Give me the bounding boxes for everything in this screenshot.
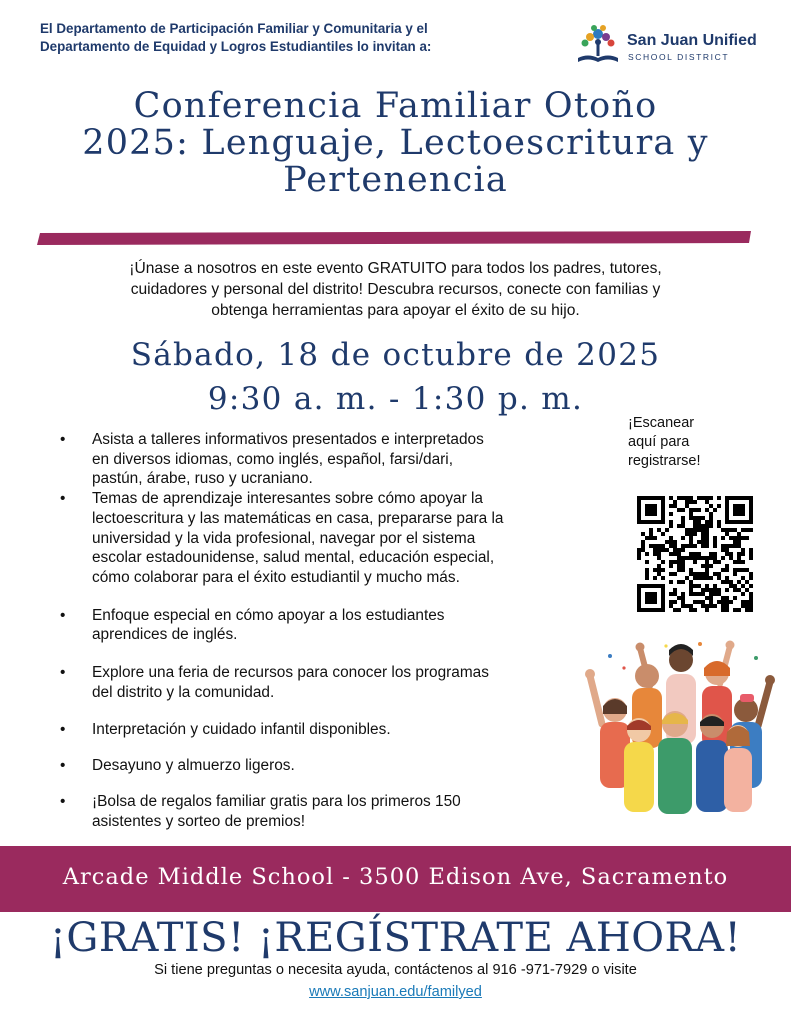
list-line: universidad y la vida profesional, navegar por el sistema [92, 529, 476, 547]
scan-line: aquí para [628, 434, 690, 450]
list-line: • Explore una feria de recursos para conocer los programas [92, 664, 489, 682]
tree-book-icon [572, 22, 624, 66]
list-line: cómo colaborar para el éxito estudiantil y mucho más. [92, 568, 460, 586]
list-line: del distrito y la comunidad. [92, 683, 275, 701]
location-text: Arcade Middle School - 3500 Edison Ave, Sacramento [62, 864, 729, 890]
list-line: pastún, árabe, ruso y ucraniano. [92, 470, 313, 488]
list-item [58, 720, 578, 740]
invite-line: ¡Únase a nosotros en este evento GRATUITO para todos los padres, tutores, [129, 260, 662, 277]
list-line: • Enfoque especial en cómo apoyar a los estudiantes [92, 606, 445, 624]
scan-instructions [628, 414, 758, 471]
list-line: escolar estadounidense, salud mental, educación especial, [92, 549, 495, 567]
list-item [58, 756, 578, 776]
invite-line: obtenga herramientas para apoyar el éxito de su hijo. [211, 302, 580, 319]
title-line: 2025: Lenguaje, Lectoescritura y [82, 123, 709, 163]
district-logo [572, 22, 772, 66]
contact-text: Si tiene preguntas o necesita ayuda, contáctenos al 916 -971-7929 o visite [154, 962, 637, 978]
event-date: Sábado, 18 de octubre de 2025 [130, 337, 661, 373]
list-item [58, 489, 578, 588]
logo-name: San Juan Unified [627, 32, 757, 49]
logo-subtitle: SCHOOL DISTRICT [628, 52, 730, 62]
diverse-group-illustration [580, 636, 780, 816]
register-call-to-action: ¡GRATIS! ¡REGÍSTRATE AHORA! [49, 915, 742, 961]
invite-paragraph [40, 258, 751, 321]
list-item [58, 430, 578, 489]
list-item [58, 792, 578, 831]
list-line: • ¡Bolsa de regalos familiar gratis para los primeros 150 [92, 792, 461, 810]
list-line: lectoescritura y las matemáticas en casa, prepararse para la [92, 509, 504, 527]
event-title [20, 88, 771, 199]
location-banner [0, 846, 791, 912]
intro-text [40, 20, 560, 56]
list-line: • Desayuno y almuerzo ligeros. [92, 757, 295, 775]
intro-line: Departamento de Equidad y Logros Estudiantiles lo invitan a: [40, 39, 432, 54]
list-line: aprendices de inglés. [92, 626, 238, 644]
list-line: • Temas de aprendizaje interesantes sobre cómo apoyar la [92, 490, 483, 508]
registration-qr-code[interactable] [637, 496, 753, 612]
title-line: Conferencia Familiar Otoño [133, 86, 658, 126]
scan-line: ¡Escanear [628, 415, 695, 431]
list-line: en diversos idiomas, como inglés, español, farsi/dari, [92, 450, 453, 468]
list-line: • Asista a talleres informativos presentados e interpretados [92, 431, 484, 448]
scan-line: registrarse! [628, 453, 701, 469]
list-item [58, 663, 578, 702]
intro-line: El Departamento de Participación Familiar y Comunitaria y el [40, 21, 428, 36]
website-link-wrap [0, 982, 791, 1002]
invite-line: cuidadores y personal del distrito! Descubra recursos, conecte con familias y [130, 281, 661, 298]
list-item [58, 606, 578, 645]
list-line: • Interpretación y cuidado infantil disponibles. [92, 721, 391, 739]
title-line: Pertenencia [283, 160, 508, 200]
website-link[interactable]: www.sanjuan.edu/familyed [309, 984, 482, 1000]
event-time: 9:30 a. m. - 1:30 p. m. [207, 381, 584, 417]
list-line: asistentes y sorteo de premios! [92, 812, 306, 830]
feature-list [58, 430, 578, 831]
